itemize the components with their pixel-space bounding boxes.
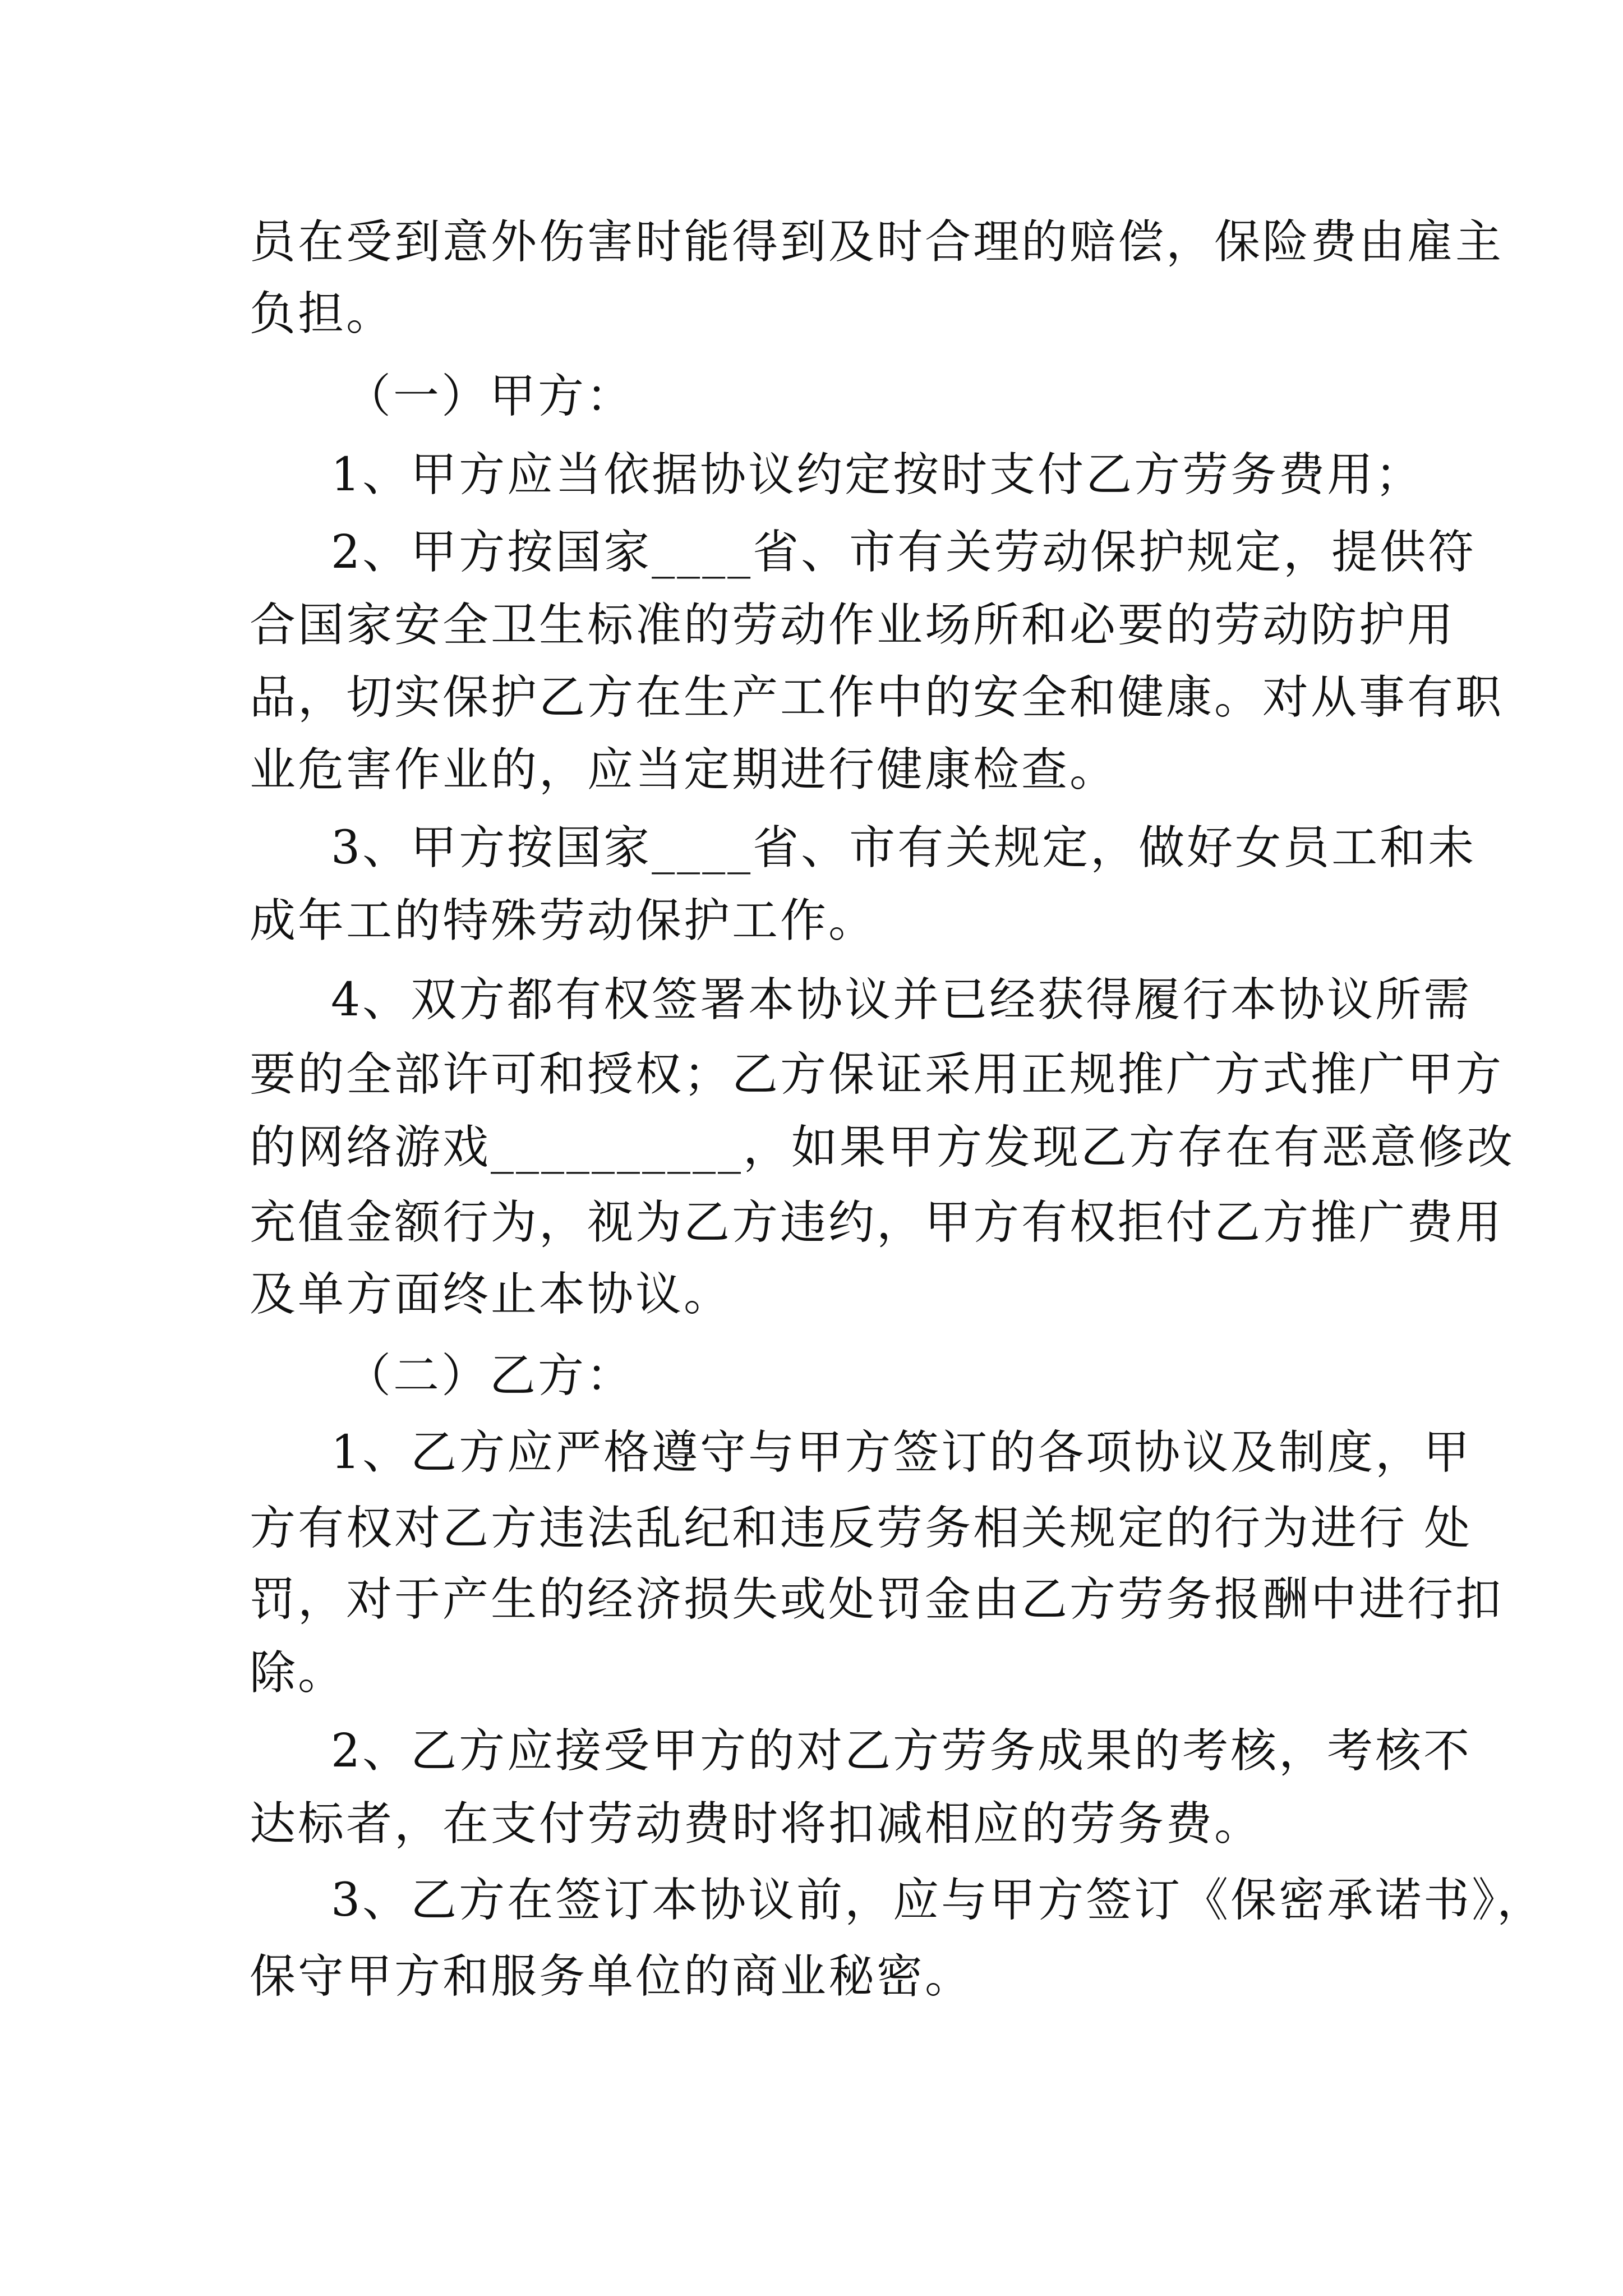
- text-line: 保守甲方和服务单位的商业秘密。: [250, 1950, 974, 2003]
- text-line: 2、乙方应接受甲方的对乙方劳务成果的考核，考核不: [331, 1724, 1472, 1778]
- text-line: 品，切实保护乙方在生产工作中的安全和健康。对从事有职: [250, 671, 1504, 724]
- text-line: 充值金额行为，视为乙方违约，甲方有权拒付乙方推广费用: [250, 1196, 1504, 1249]
- text-line: 方有权对乙方违法乱纪和违反劳务相关规定的行为进行 处: [250, 1502, 1473, 1555]
- text-line: 2、甲方按国家____省、市有关劳动保护规定，提供符: [331, 526, 1477, 579]
- text-line: 负担。: [250, 287, 395, 341]
- section-heading-party-a: （一）甲方：: [345, 370, 635, 423]
- text-line: 罚，对于产生的经济损失或处罚金由乙方劳务报酬中进行扣: [250, 1573, 1504, 1626]
- text-line: 1、乙方应严格遵守与甲方签订的各项协议及制度，甲: [331, 1426, 1472, 1479]
- text-line: 1、甲方应当依据协议约定按时支付乙方劳务费用；: [331, 448, 1424, 501]
- text-line: 除。: [250, 1646, 347, 1700]
- text-line: 达标者，在支付劳动费时将扣减相应的劳务费。: [250, 1797, 1263, 1851]
- text-line: 4、双方都有权签署本协议并已经获得履行本协议所需: [331, 973, 1472, 1027]
- text-line: 成年工的特殊劳动保护工作。: [250, 894, 877, 947]
- text-line: 合国家安全卫生标准的劳动作业场所和必要的劳动防护用: [250, 599, 1456, 652]
- text-line: 及单方面终止本协议。: [250, 1268, 732, 1321]
- text-line: 员在受到意外伤害时能得到及时合理的赔偿，保险费由雇主: [250, 215, 1504, 269]
- text-line: 要的全部许可和授权；乙方保证采用正规推广方式推广甲方: [250, 1048, 1504, 1101]
- text-line: 3、甲方按国家____省、市有关规定，做好女员工和未: [331, 821, 1477, 875]
- text-line: 的网络游戏__________，如果甲方发现乙方存在有恶意修改: [250, 1121, 1515, 1174]
- text-line: 业危害作业的，应当定期进行健康检查。: [250, 743, 1118, 797]
- section-heading-party-b: （二）乙方：: [345, 1349, 635, 1402]
- text-line: 3、乙方在签订本协议前，应与甲方签订《保密承诺书》，: [331, 1874, 1546, 1927]
